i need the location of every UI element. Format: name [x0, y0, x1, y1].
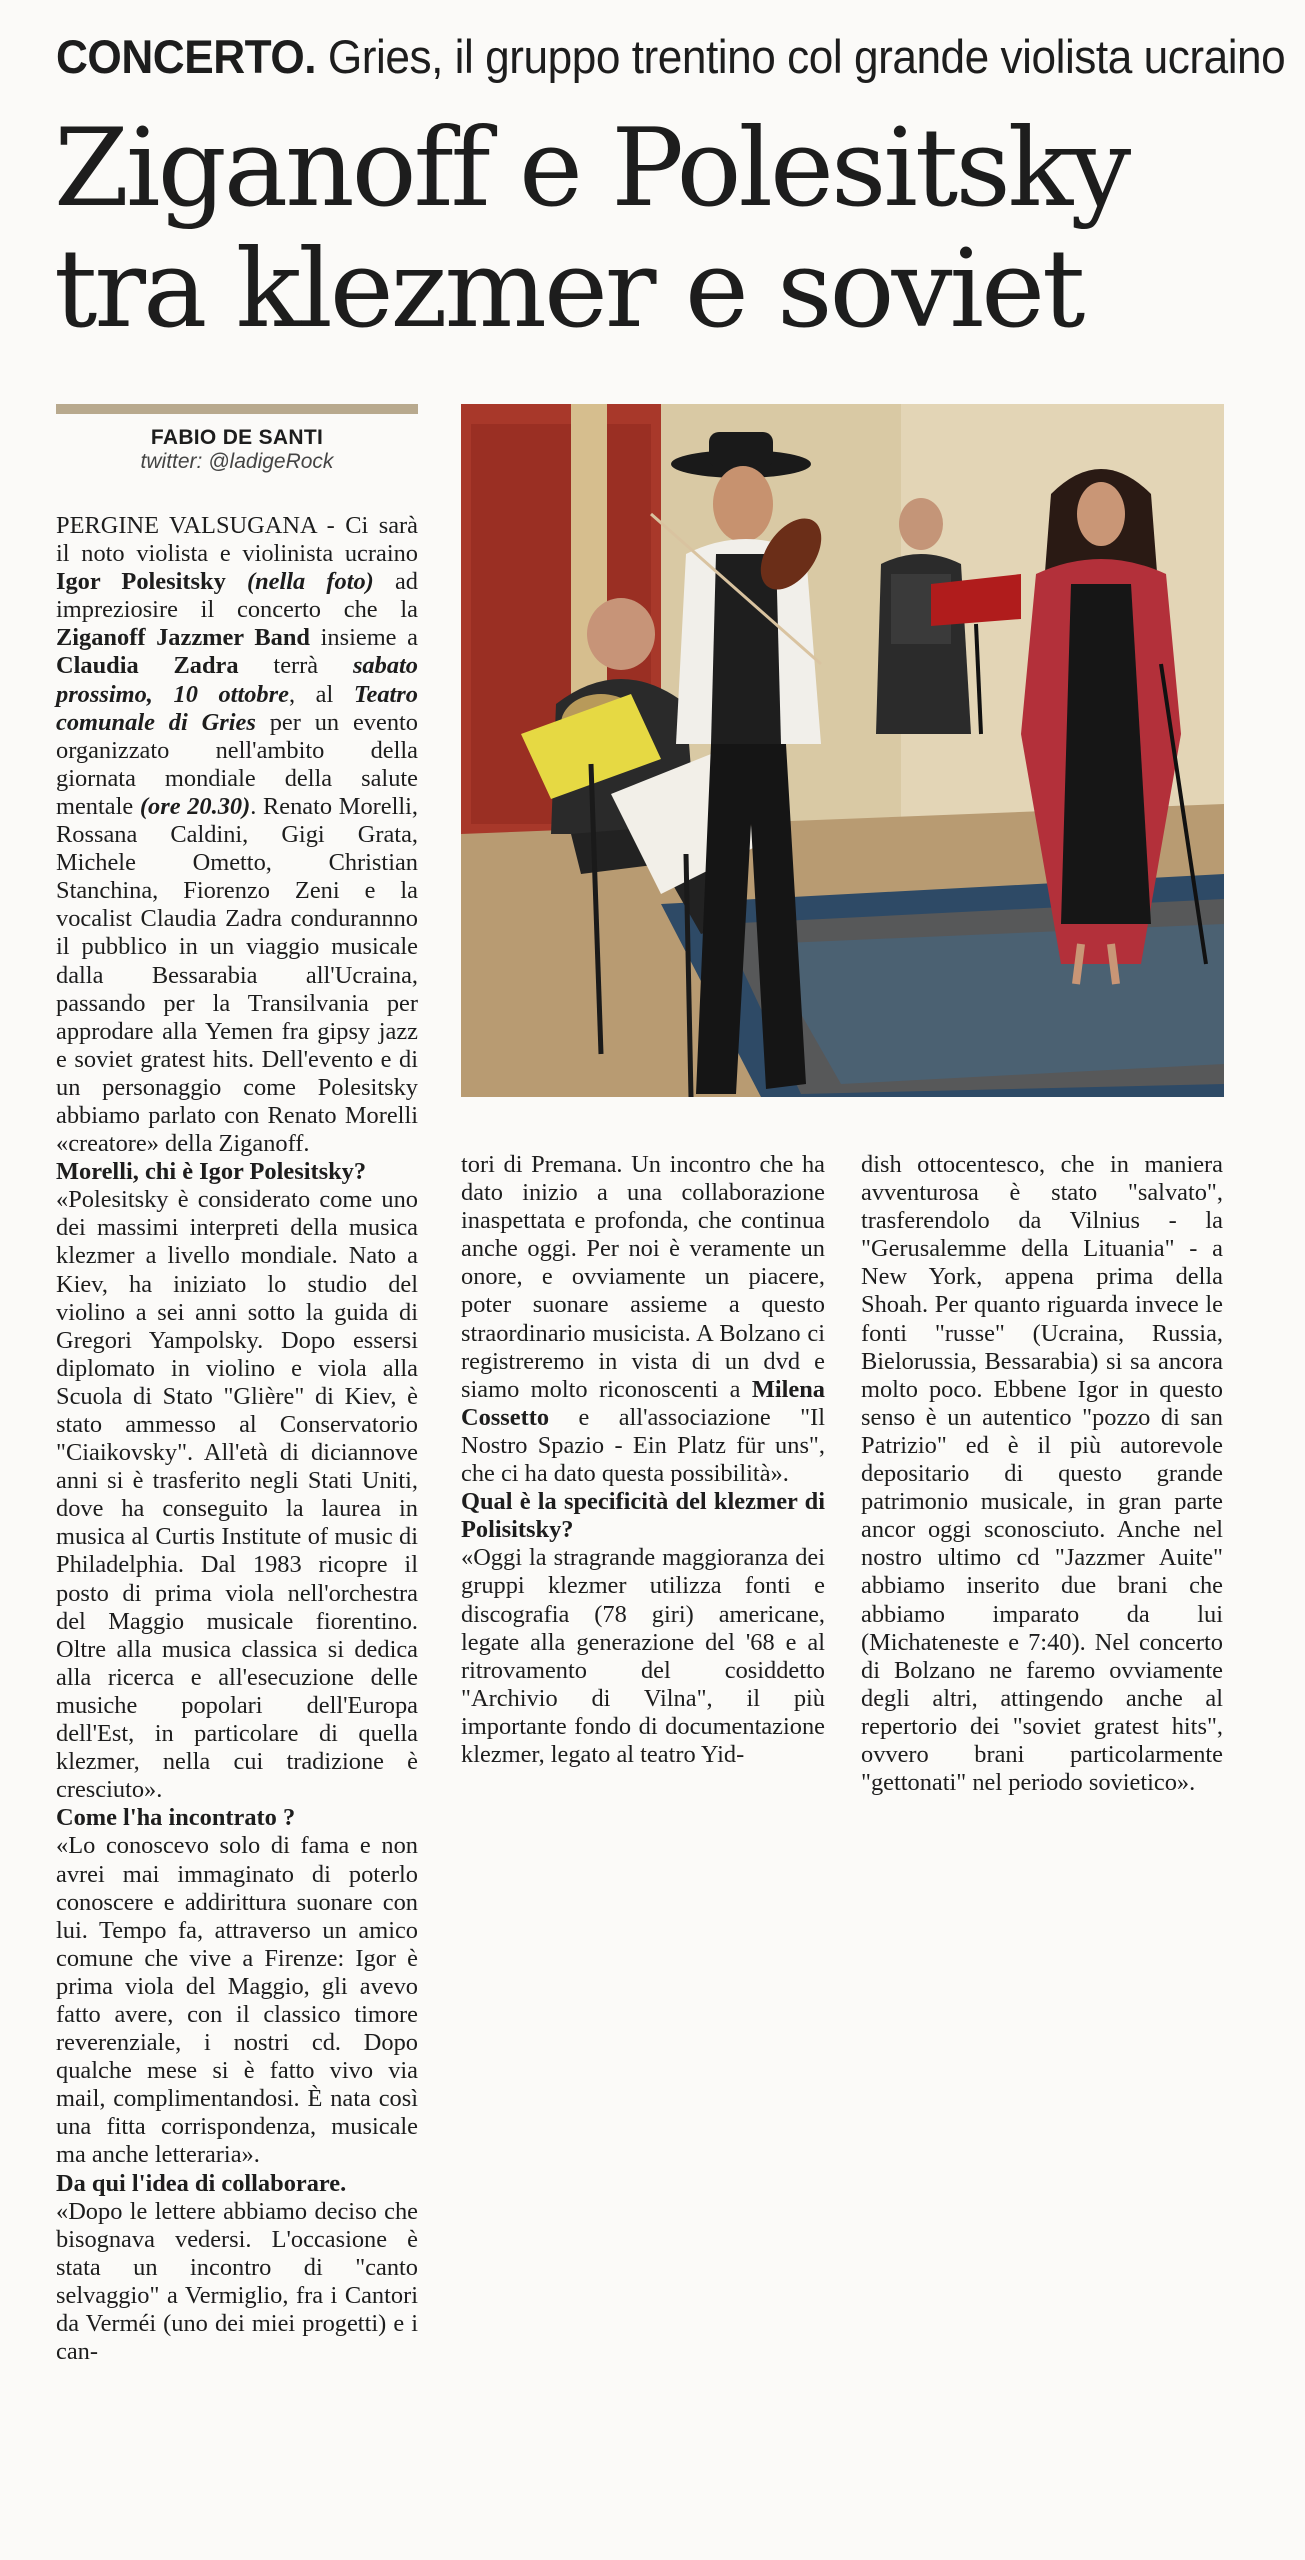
headline: [54, 108, 1274, 350]
concert-photo: [461, 404, 1224, 1097]
concert-photo-illustration: [461, 404, 1224, 1097]
intro-singer: Claudia Zadra: [56, 652, 239, 680]
answer-1: «Polesitsky è considerato come uno dei massimi interpreti della musica klezmer a livello mondiale. Nato a Kiev, ha iniziato lo studio del violino a sei anni sotto la guida di Gregori Yampolsky. Dopo essersi diplomato in violino e viola alla Scuola di Stato "Glière" di Kiev, è stato ammesso al Conservatorio "Ciaikovsky". All'età di diciannove anni si è trasferito negli Stati Uniti, dove ha conseguito la laurea in musica al Curtis Institute of music di Philadelphia. Dal 1983 ricopre il posto di prima viola nell'orchestra del Maggio musicale fiorentino. Oltre alla musica classica si dedica alla ricerca e all'esecuzione delle musiche popolari dell'Europa dell'Est, in particolare di quella klezmer, nella cui tradizione è cresciuto».: [56, 1186, 418, 1804]
answer-4-continued: dish ottocentesco, che in maniera avventurosa è stato "salvato", trasferendolo da Vilnius - la "Gerusalemme della Lituania" - a New York, appena prima della Shoah. Per quanto riguarda invece le fonti "russe" (Ucraina, Russia, Bielorussia, Bessarabia) si sa ancora molto poco. Ebbene Igor in questo senso è un autentico "pozzo di san Patrizio" ed è il più autorevole depositario di questo grande patrimonio musicale, in gran parte ancor oggi sconosciuto. Anche nel nostro ultimo cd "Jazzmer Auite" abbiamo inserito due brani che abbiamo imparato da lui (Michateneste e 7:40). Nel concerto di Bolzano ne faremo ovviamente degli altri, attingendo anche al repertorio dei "soviet gratest hits", ovvero brani particolarmente "gettonati" nel periodo sovietico».: [861, 1151, 1223, 1797]
kicker: [56, 30, 1286, 84]
intro-venue: Teatro comunale di Gries: [56, 680, 418, 736]
article-column-1: [56, 512, 418, 2366]
answer-4: «Oggi la stragrande maggioranza dei gruppi klezmer utilizza fonti e discografia (78 giri) americane, legate alla generazione del '68 e al ritrovamento del cosiddetto "Archivio di Vilna", il più importante fondo di documentazione klezmer, legato al teatro Yid-: [461, 1544, 825, 1768]
article-column-2: [461, 1151, 825, 1769]
question-1: Morelli, chi è Igor Polesitsky?: [56, 1158, 367, 1186]
answer-text: tori di Premana. Un incontro che ha dato inizio a una collaborazione inaspettata e profonda, che continua anche oggi. Per noi è veramente un onore, e ovviamente un piacere, poter suonare assieme a questo straordinario musicista. A Bolzano ci registreremo in vista di un dvd e siamo molto riconoscenti a: [461, 1151, 825, 1403]
byline: [56, 426, 418, 474]
intro-name: Igor Polesitsky: [56, 568, 226, 596]
article-intro: [56, 512, 418, 1158]
kicker-text: Gries, il gruppo trentino col grande violista ucraino: [316, 30, 1286, 83]
intro-date: sabato prossimo, 10 ottobre: [56, 652, 418, 708]
question-4: Qual è la specificità del klezmer di Polisitsky?: [461, 1488, 825, 1544]
answer-3-continued: [461, 1151, 825, 1488]
intro-time: (ore 20.30): [139, 792, 251, 820]
intro-band: Ziganoff Jazzmer Band: [56, 624, 310, 652]
answer-3: «Dopo le lettere abbiamo deciso che bisognava vedersi. L'occasione è stata un incontro di "canto selvaggio" a Vermiglio, fra i Cantori da Verméi (uno dei miei progetti) e i can-: [56, 2197, 418, 2366]
question-3: Da qui l'idea di collaborare.: [56, 2169, 347, 2197]
intro-text: per un evento organizzato nell'ambito della giornata mondiale della salute mentale: [56, 708, 419, 820]
intro-text: ad impreziosire il concerto che la: [56, 568, 418, 624]
answer-text: e all'associazione "Il Nostro Spazio - Ein Platz für uns", che ci ha dato questa possibilità».: [461, 1403, 825, 1488]
author-name: FABIO DE SANTI: [150, 426, 324, 449]
article-column-3: [861, 1151, 1223, 1797]
intro-text: insieme a: [309, 624, 418, 652]
intro-text: , al: [288, 680, 354, 708]
byline-rule: [56, 404, 418, 414]
headline-line-1: Ziganoff e Polesitsky: [54, 106, 1129, 231]
intro-text: PERGINE VALSUGANA - Ci sarà il noto violista e violinista ucraino: [56, 512, 418, 568]
intro-text: . Renato Morelli, Rossana Caldini, Gigi Grata, Michele Ometto, Christian Stanchina, Fiorenzo Zeni e la vocalist Claudia Zadra condurannno il pubblico in un viaggio musicale dalla Bessarabia all'Ucraina, passando per la Transilvania per approdare alla Yemen fra gipsy jazz e soviet gratest hits. Dell'evento e di un personaggio come Polesitsky abbiamo parlato con Renato Morelli «creatore» della Ziganoff.: [56, 792, 419, 1158]
intro-text: terrà: [238, 652, 353, 680]
author-twitter: twitter: @ladigeRock: [140, 450, 334, 473]
intro-photo-note: (nella foto): [246, 568, 374, 596]
kicker-label: CONCERTO.: [56, 30, 317, 83]
headline-line-2: tra klezmer e soviet: [54, 227, 1083, 352]
question-2: Come l'ha incontrato ?: [56, 1804, 296, 1832]
intro-text: [226, 568, 247, 595]
answer-2: «Lo conoscevo solo di fama e non avrei mai immaginato di poterlo conoscere e addirittura suonare con lui. Tempo fa, attraverso un amico comune che vive a Firenze: Igor è prima viola del Maggio, gli avevo fatto avere, con il classico timore reverenziale, i nostri cd. Dopo qualche mese si è fatto vivo via mail, complimentandosi. È nata così una fitta corrispondenza, musicale ma anche letteraria».: [56, 1832, 418, 2169]
answer-name: Milena Cossetto: [461, 1375, 825, 1431]
